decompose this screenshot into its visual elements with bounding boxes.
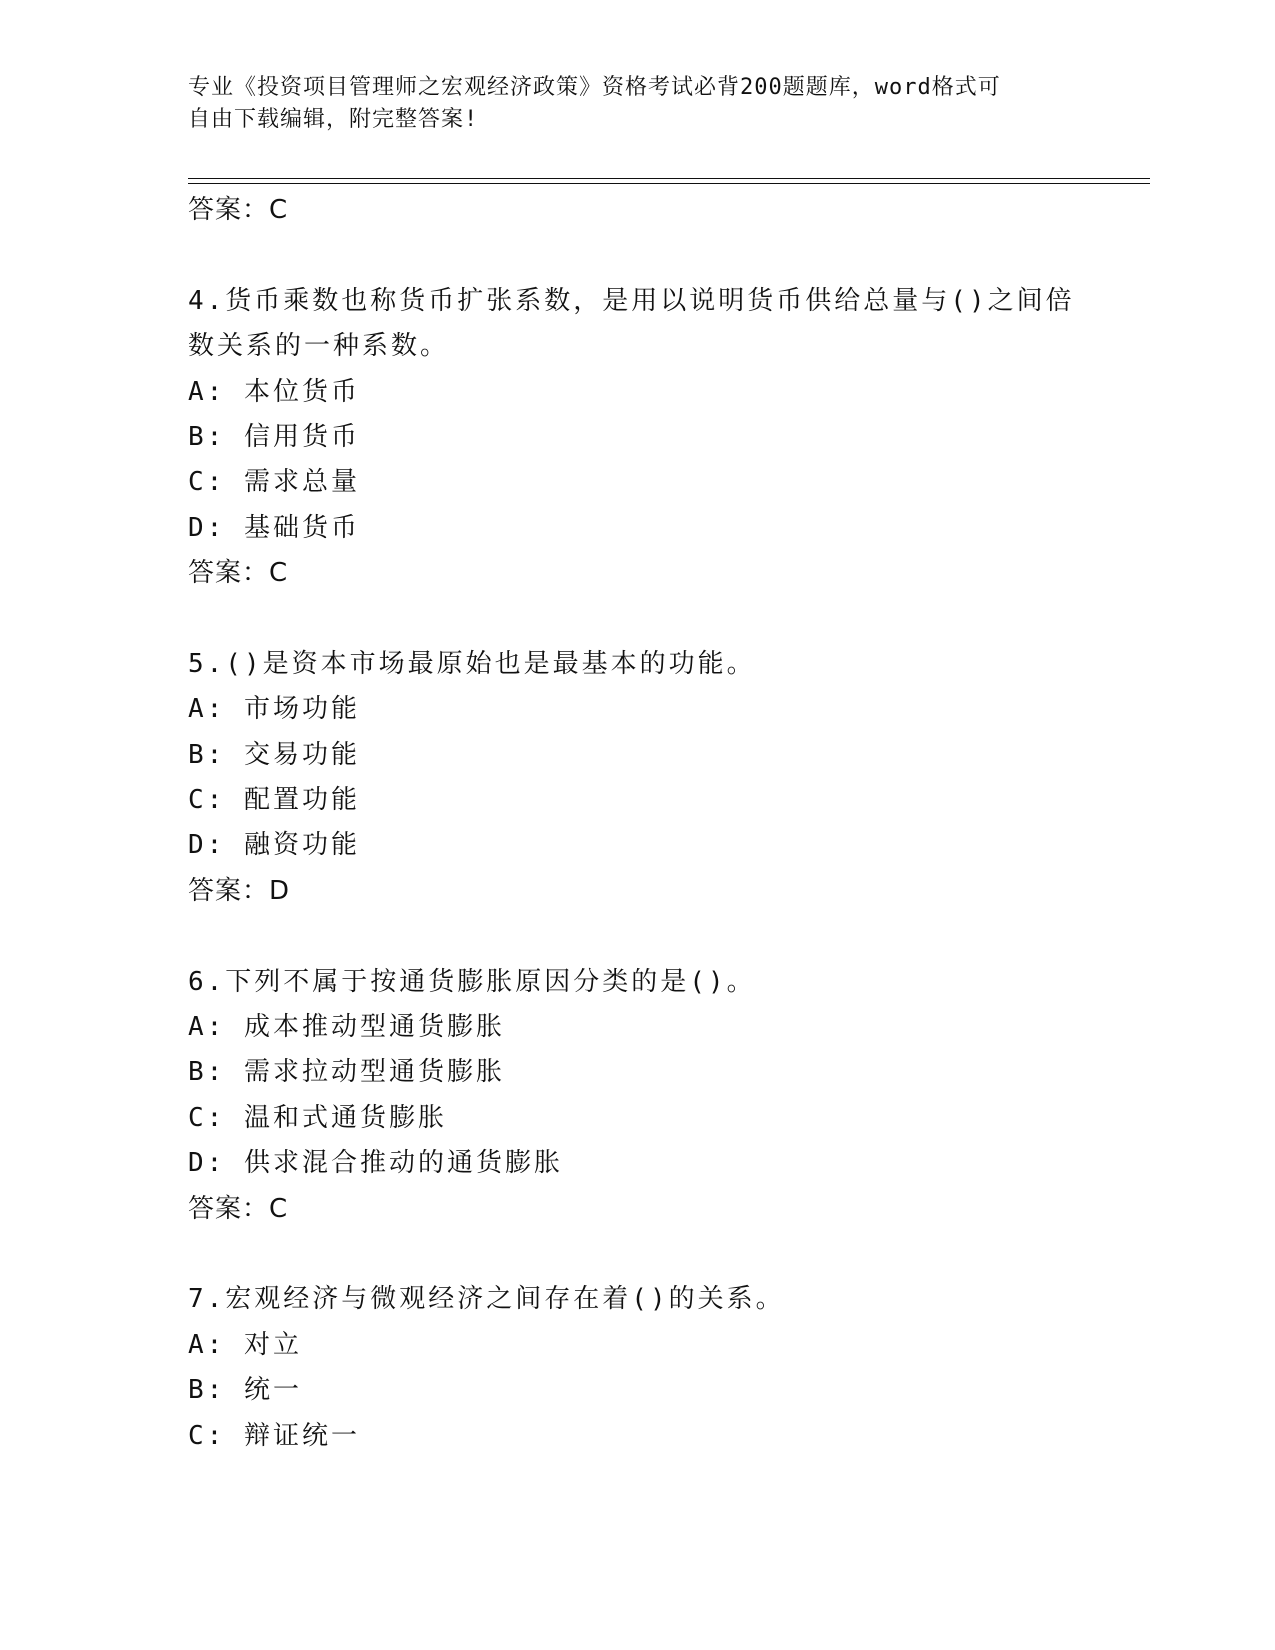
spacer	[188, 233, 1088, 278]
option-a: A: 成本推动型通货膨胀	[188, 1012, 505, 1043]
option-d: D: 融资功能	[188, 830, 360, 861]
option-c: C: 需求总量	[188, 467, 360, 498]
option-a: A: 市场功能	[188, 694, 360, 725]
question-6	[188, 960, 1088, 1232]
option-d: D: 供求混合推动的通货膨胀	[188, 1148, 563, 1179]
option-b: B: 需求拉动型通货膨胀	[188, 1057, 505, 1088]
header-rule-top	[188, 178, 1150, 179]
question-5	[188, 642, 1088, 914]
answer-line: 答案：C	[188, 195, 289, 225]
question-4	[188, 279, 1088, 597]
question-stem: 6.下列不属于按通货膨胀原因分类的是()。	[188, 966, 756, 997]
question-7	[188, 1277, 1088, 1459]
option-a: A: 本位货币	[188, 376, 360, 407]
header-rule-bottom	[188, 183, 1150, 184]
option-b: B: 统一	[188, 1375, 302, 1406]
option-c: C: 配置功能	[188, 785, 360, 816]
question-stem: 5.()是资本市场最原始也是最基本的功能。	[188, 648, 756, 679]
option-d: D: 基础货币	[188, 512, 360, 543]
option-b: B: 交易功能	[188, 739, 360, 770]
option-b: B: 信用货币	[188, 421, 360, 452]
header-line-1: 专业《投资项目管理师之宏观经济政策》资格考试必背200题题库，word格式可	[188, 75, 1001, 100]
spacer	[188, 597, 1088, 642]
answer-line: 答案：D	[188, 875, 291, 906]
question-list	[188, 188, 1088, 1459]
spacer	[188, 1232, 1088, 1277]
header-line-2: 自由下载编辑，附完整答案!	[188, 107, 479, 132]
option-a: A: 对立	[188, 1329, 302, 1360]
document-header	[188, 72, 1068, 136]
answer-line: 答案：C	[188, 1193, 289, 1224]
question-stem: 4.货币乘数也称货币扩张系数，是用以说明货币供给总量与()之间倍	[188, 285, 1075, 316]
question-stem: 数关系的一种系数。	[188, 331, 450, 362]
option-c: C: 辩证统一	[188, 1420, 360, 1451]
question-stem: 7.宏观经济与微观经济之间存在着()的关系。	[188, 1284, 785, 1315]
spacer	[188, 914, 1088, 959]
answer-line: 答案：C	[188, 558, 289, 589]
option-c: C: 温和式通货膨胀	[188, 1102, 447, 1133]
